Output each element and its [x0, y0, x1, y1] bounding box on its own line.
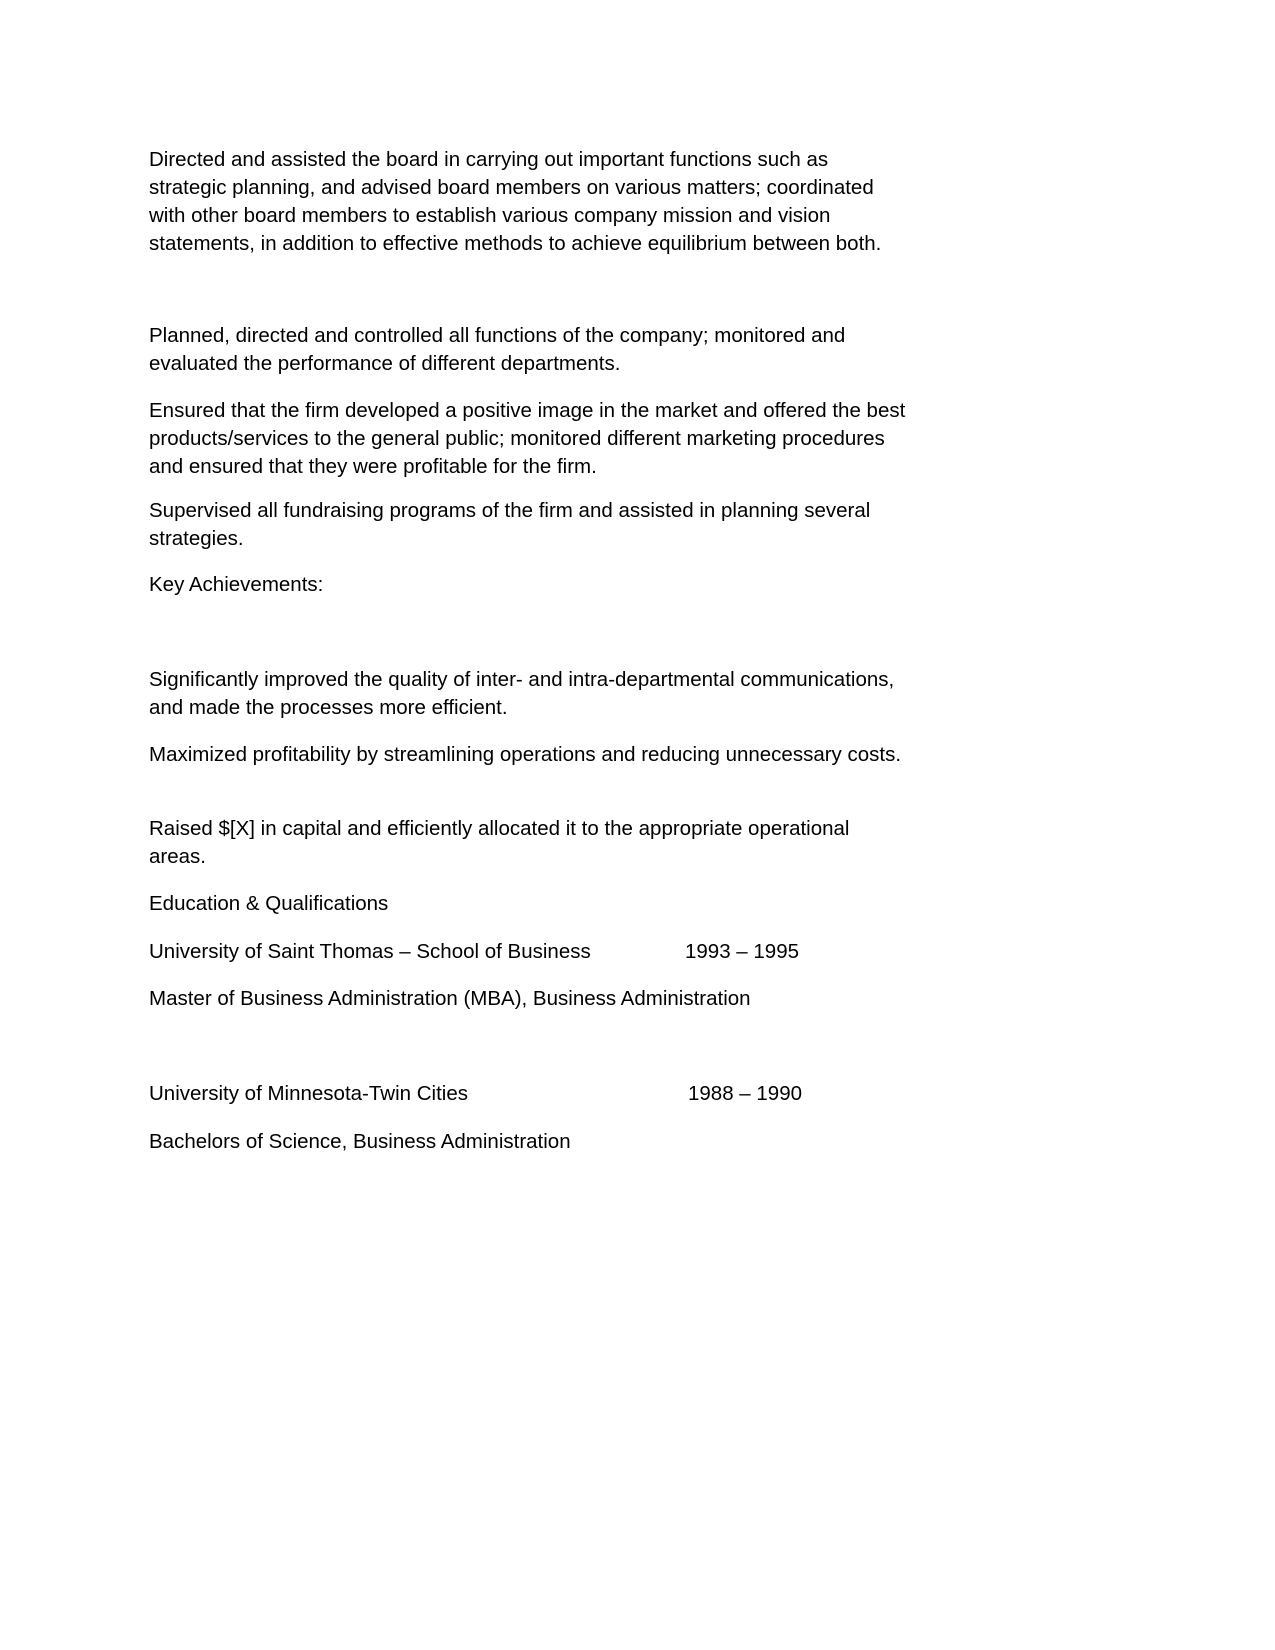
education-entry-saint-thomas [149, 938, 909, 966]
experience-paragraph-image: Ensured that the firm developed a positive image in the market and offered the best products/services to the general public; monitored different marketing procedures and ensured that they were profitable for the firm. [149, 399, 906, 478]
experience-paragraph-functions: Planned, directed and controlled all functions of the company; monitored and evaluated the performance of different departments. [149, 324, 846, 375]
education-years: 1993 – 1995 [685, 940, 800, 963]
education-school: University of Saint Thomas – School of Business [149, 940, 591, 963]
experience-paragraph-fundraising: Supervised all fundraising programs of the firm and assisted in planning several strategies. [149, 499, 871, 550]
key-achievements-label: Key Achievements: [149, 573, 324, 596]
education-school: University of Minnesota-Twin Cities [149, 1082, 468, 1105]
education-degree-bs: Bachelors of Science, Business Administration [149, 1130, 571, 1153]
achievement-profitability: Maximized profitability by streamlining operations and reducing unnecessary costs. [149, 743, 902, 766]
achievement-capital: Raised $[X] in capital and efficiently allocated it to the appropriate operational areas. [149, 817, 850, 868]
achievement-communications: Significantly improved the quality of inter- and intra-departmental communications, and made the processes more efficient. [149, 668, 895, 719]
education-heading: Education & Qualifications [149, 892, 389, 915]
experience-paragraph-board: Directed and assisted the board in carrying out important functions such as strategic planning, and advised board members on various matters; coordinated with other board members to establish various company mission and vision statements, in addition to effective methods to achieve equilibrium between both. [149, 148, 882, 255]
education-entry-minnesota [149, 1080, 909, 1108]
education-years: 1988 – 1990 [688, 1082, 803, 1105]
education-degree-mba: Master of Business Administration (MBA), Business Administration [149, 987, 751, 1010]
